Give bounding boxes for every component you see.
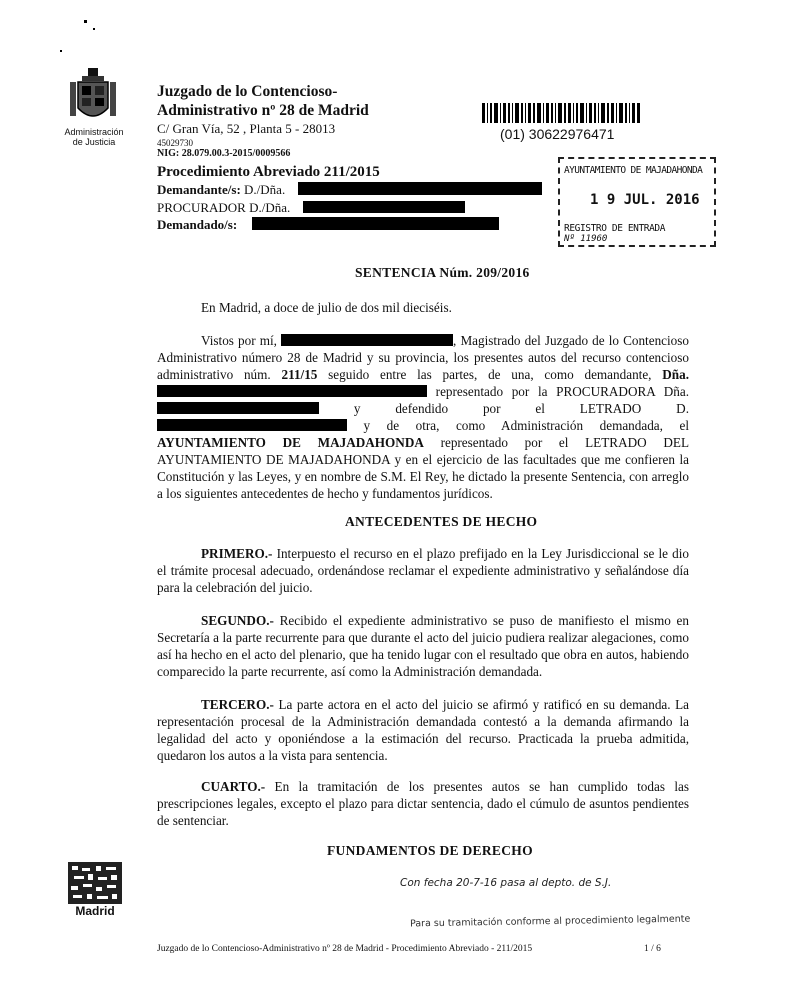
margin-mark [93,28,95,30]
handwritten-note: Con fecha 20-7-16 pasa al depto. de S.J. [400,877,612,889]
admin-label: de Justicia [72,137,116,147]
court-name: Administrativo nº 28 de Madrid [157,102,369,119]
primero-text: Interpuesto el recurso en el plazo prefijado en la Ley Jurisdiccional se le dio el trámite procesal adecuado, ordenándose reclamar el expediente administrativo y señalándose día para la celebración del juicio. [157,546,689,595]
margin-mark [60,50,62,52]
court-name: Juzgado de lo Contencioso- [157,83,338,100]
tercero-label: TERCERO.- [201,697,274,712]
text-span: representado por el LETRADO DEL AYUNTAMIENTO DE MAJADAHONDA y en el ejercicio de las facultades que me confieren la Constitución y las Leyes, y en nombre de S.M. El Rey, he dictado la presente Sentencia, con arreglo a los siguientes antecedentes de hecho y fundamentos jurídicos. [157,435,689,501]
fundamentos-heading: FUNDAMENTOS DE DERECHO [327,843,533,858]
antecedentes-heading: ANTECEDENTES DE HECHO [345,514,538,529]
cuarto-text: En la tramitación de los presentes autos se han cumplido todas las prescripciones legales, excepto el plazo para dictar sentencia, dado el cúmulo de asuntos pendientes de sentenciar. [157,779,689,828]
paragraph-cuarto [157,778,689,829]
barcode-number: (01) 30622976471 [500,126,615,142]
paragraph-vistos [157,332,689,502]
redaction-bar [298,182,542,195]
registry-stamp [558,157,716,247]
case-number: 211/15 [281,367,318,382]
place-date: En Madrid, a doce de julio de dos mil dieciséis. [201,300,452,315]
coat-of-arms-icon [68,68,118,128]
madrid-label: Madrid [75,904,115,918]
nig-number: NIG: 28.079.00.3-2015/0009566 [157,148,291,159]
text-span: y de otra, como Administración demandada, el [363,418,690,433]
barcode-icon [482,103,640,123]
sentence-title: SENTENCIA Núm. 209/2016 [355,265,530,280]
plaintiff-prefix: D./Dña. [244,182,286,197]
stamp-title: AYUNTAMIENTO DE MAJADAHONDA [564,165,703,176]
stamp-registry: REGISTRO DE ENTRADA [564,223,666,234]
procedure-title: Procedimiento Abreviado 211/2015 [157,164,380,180]
text-span: y defendido por el LETRADO D. [353,401,689,416]
text-span: AYUNTAMIENTO DE MAJADAHONDA [157,435,424,450]
text-span: seguido entre las partes, de una, como demandante, [328,367,652,382]
redaction-inline [157,385,427,397]
text-span: representado por la PROCURADORA Dña. [435,384,689,399]
stamp-number: Nº 11960 [564,234,608,244]
redaction-bar [252,217,499,230]
plaintiff-label: Demandante/s: [157,182,241,197]
admin-label: Administración [64,127,124,137]
text-span: , Magistrado del Juzgado de lo Contencioso Administrativo número 28 de Madrid y su provincia, los presentes autos del recurso contencioso administrativo núm. [157,333,690,382]
court-address: C/ Gran Vía, 52 , Planta 5 - 28013 [157,121,336,136]
segundo-text: Recibido el expediente administrativo se puso de manifiesto el mismo en Secretaría a la parte recurrente para que durante el acto del juicio pudiera realizar alegaciones, como así ha hecho en el acto del plenario, que ha tenido lugar con el resultado que obra en autos, habiendo comparecido la parte recurrente, así como la Administración demandada. [157,613,690,679]
redaction-bar [303,201,465,213]
text-span: Dña. [662,367,690,382]
redaction-inline [157,402,319,414]
primero-label: PRIMERO.- [201,546,273,561]
madrid-logo-icon [68,862,122,904]
stamp-note: Para su tramitación conforme al procedimiento legalmente [409,913,691,930]
redaction-inline [157,419,347,431]
margin-mark [84,20,87,23]
paragraph-primero [157,545,689,596]
tercero-text: La parte actora en el acto del juicio se afirmó y ratificó en su demanda. La representación procesal de la Administración demandada contestó a la demanda afirmando la legalidad del acto y oponiéndose a la estimación del recurso. Practicada la prueba admitida, quedaron los autos a la vista para sentencia. [157,697,690,763]
paragraph-segundo [157,612,689,680]
segundo-label: SEGUNDO.- [201,613,274,628]
stamp-date: 1 9 JUL. 2016 [590,192,700,208]
procurator-label: PROCURADOR D./Dña. [157,200,291,215]
footer-text: Juzgado de lo Contencioso-Administrativo nº 28 de Madrid - Procedimiento Abreviado - 211/2015 [157,944,533,954]
cuarto-label: CUARTO.- [201,779,266,794]
court-code: 45029730 [157,138,193,148]
text-span: Vistos por mí, [201,333,277,348]
redaction-inline [281,334,453,346]
page-number: 1 / 6 [644,944,661,954]
plaintiff-row [157,181,285,199]
paragraph-tercero [157,696,689,764]
defendant-label: Demandado/s: [157,217,238,232]
